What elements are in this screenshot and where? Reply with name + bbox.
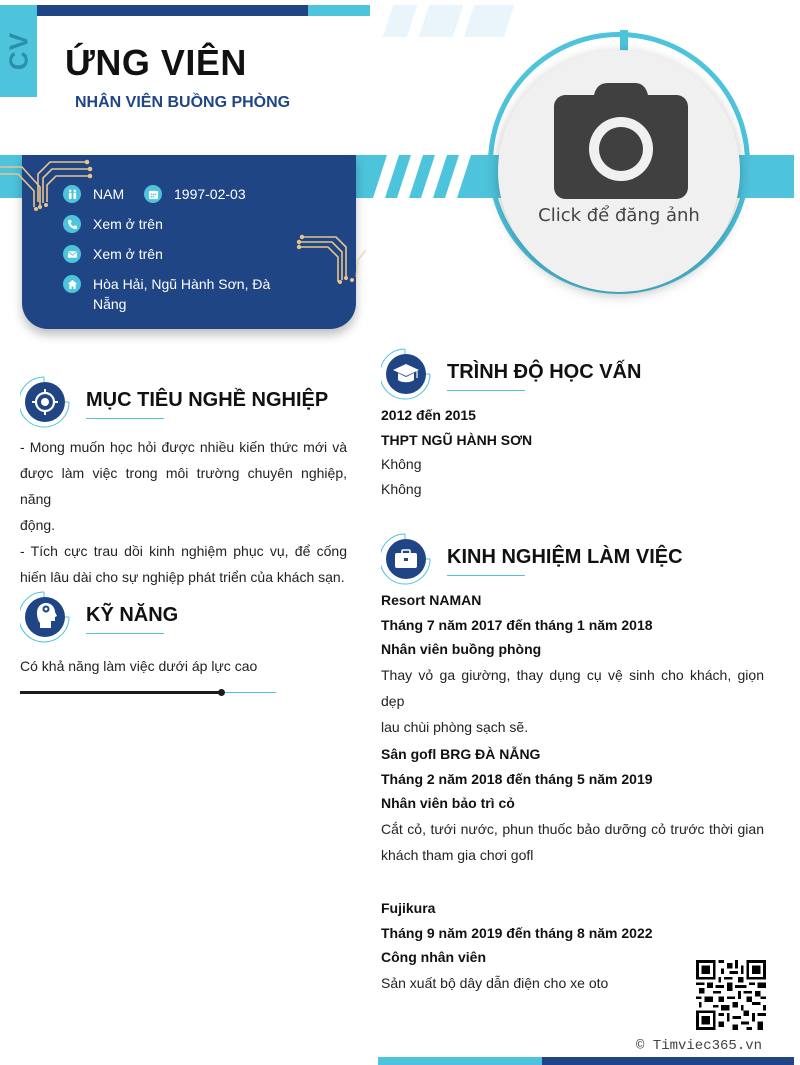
education-major: Không bbox=[381, 456, 422, 473]
section-underline bbox=[86, 418, 164, 419]
address-value: Hòa Hải, Ngũ Hành Sơn, Đà Nẵng bbox=[93, 276, 271, 312]
section-title: KỸ NĂNG bbox=[86, 604, 179, 626]
top-accent-bar-dark bbox=[37, 5, 308, 16]
experience-company: Resort NAMAN bbox=[381, 592, 482, 608]
objective-text[interactable]: - Mong muốn học hỏi được nhiều kiến thức mới và được làm việc trong môi trường chuyên nghiệp, năng động. - Tích cực trau dồi kinh nghiệm phục vụ, để cống hiến lâu dài cho sự nghiệp phát triển của khách sạn. bbox=[20, 439, 347, 585]
home-icon bbox=[63, 275, 81, 293]
experience-period: Tháng 2 năm 2018 đến tháng 5 năm 2019 bbox=[381, 770, 653, 787]
email-row[interactable] bbox=[63, 244, 163, 264]
decor-slash bbox=[419, 5, 463, 37]
experience-entry[interactable] bbox=[381, 896, 681, 996]
experience-entry[interactable] bbox=[381, 588, 764, 740]
experience-company: Fujikura bbox=[381, 900, 436, 916]
circuit-decoration bbox=[0, 157, 95, 215]
gender-value: NAM bbox=[93, 186, 125, 202]
address-row[interactable] bbox=[63, 274, 270, 314]
head-gear-icon bbox=[20, 591, 72, 643]
graduation-cap-icon bbox=[381, 348, 433, 400]
section-title: MỤC TIÊU NGHỀ NGHIỆP bbox=[86, 389, 329, 411]
skill-level-bar bbox=[20, 691, 222, 694]
experience-period: Tháng 7 năm 2017 đến tháng 1 năm 2018 bbox=[381, 616, 653, 633]
experience-position: Nhân viên bảo trì cỏ bbox=[381, 795, 515, 812]
education-school: THPT NGŨ HÀNH SƠN bbox=[381, 431, 533, 448]
experience-description: Sản xuất bộ dây dẫn điện cho xe oto bbox=[381, 974, 609, 991]
section-heading-objective bbox=[20, 376, 340, 428]
briefcase-icon bbox=[381, 533, 433, 585]
avatar-upload-label: Click để đăng ảnh bbox=[538, 205, 700, 226]
email-value: Xem ở trên bbox=[93, 246, 163, 262]
experience-company: Sân gofl BRG ĐÀ NẴNG bbox=[381, 746, 541, 762]
section-heading-experience bbox=[381, 533, 701, 585]
section-heading-education bbox=[381, 348, 681, 400]
camera-icon bbox=[554, 83, 688, 199]
section-title: KINH NGHIỆM LÀM VIỆC bbox=[447, 546, 683, 568]
avatar-ring-notch bbox=[620, 30, 628, 52]
section-heading-skills bbox=[20, 591, 260, 643]
education-note: Không bbox=[381, 480, 422, 497]
section-underline bbox=[447, 575, 525, 576]
cv-tag: CV bbox=[0, 5, 37, 97]
decor-slash bbox=[383, 5, 417, 37]
top-accent-bar-light bbox=[308, 5, 370, 16]
calendar-icon bbox=[144, 185, 162, 203]
experience-period: Tháng 9 năm 2019 đến tháng 8 năm 2022 bbox=[381, 924, 653, 941]
education-period: 2012 đến 2015 bbox=[381, 407, 476, 423]
qr-code-icon[interactable] bbox=[696, 960, 766, 1030]
experience-entry[interactable] bbox=[381, 742, 764, 868]
avatar-upload[interactable] bbox=[498, 50, 740, 292]
experience-description: Thay vỏ ga giường, thay dụng cụ vệ sinh cho khách, giọn dẹp lau chùi phòng sạch sẽ. bbox=[381, 666, 764, 735]
bottom-accent-bar-light bbox=[378, 1057, 542, 1065]
section-title: TRÌNH ĐỘ HỌC VẤN bbox=[447, 361, 642, 383]
skill-level-knob[interactable] bbox=[218, 689, 225, 696]
phone-row[interactable] bbox=[63, 214, 163, 234]
education-entry[interactable] bbox=[381, 403, 771, 501]
birthday-row[interactable] bbox=[144, 184, 246, 204]
experience-description: Cắt cỏ, tưới nước, phun thuốc bảo dưỡng cỏ trước thời gian khách tham gia chơi gofl bbox=[381, 820, 764, 863]
phone-value: Xem ở trên bbox=[93, 216, 163, 232]
copyright-text: © Timviec365.vn bbox=[636, 1038, 763, 1054]
section-underline bbox=[447, 390, 525, 391]
circuit-decoration bbox=[296, 232, 366, 290]
mail-icon bbox=[63, 245, 81, 263]
target-icon bbox=[20, 376, 72, 428]
section-underline bbox=[86, 633, 164, 634]
phone-icon bbox=[63, 215, 81, 233]
candidate-name[interactable]: ỨNG VIÊN bbox=[65, 42, 247, 83]
bottom-accent-bar-dark bbox=[542, 1057, 794, 1065]
experience-position: Công nhân viên bbox=[381, 949, 486, 966]
birthday-value: 1997-02-03 bbox=[174, 186, 246, 202]
job-title[interactable]: NHÂN VIÊN BUỒNG PHÒNG bbox=[75, 94, 291, 111]
decor-slash bbox=[464, 5, 514, 37]
experience-position: Nhân viên buồng phòng bbox=[381, 641, 542, 658]
skill-name[interactable]: Có khả năng làm việc dưới áp lực cao bbox=[20, 658, 258, 674]
